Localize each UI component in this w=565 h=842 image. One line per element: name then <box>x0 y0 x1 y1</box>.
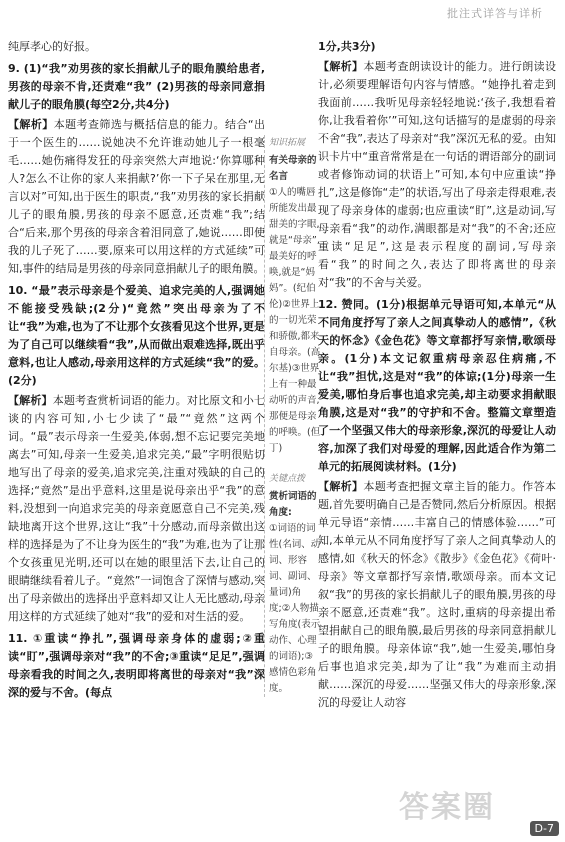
question-12 <box>318 296 556 476</box>
watermark-logo: 答案圈 <box>399 790 495 825</box>
knowledge-box-title: 知识拓展 <box>269 138 306 148</box>
q12-analysis-text: 本题考查把握文章主旨的能力。作答本题,首先要明确自己是否赞同,然后分析原因。根据单元导语“亲情……丰富自己的情感体验……”可知,本单元从不同角度抒写了亲人之间真挚动人的感情,如《秋天的怀念》《散步》《金色花》《荷叶·母亲》等文章都抒写亲情,歌颂母亲。而本文记叙“我”的男孩的家长捐献儿子的眼角膜,男孩的母亲不愿意,还责难“我”。这时,重病的母亲提出希望捐献自己的眼角膜,最后男孩的母亲同意捐献儿子的眼角膜。母亲体谅“我”,她一生爱美,哪怕身后事也追求完美,却为了让“我”为难而主动捐献……深沉的母爱……坚强又伟大的母亲形象,深沉的母爱让人动容 <box>318 480 557 709</box>
key-tip-text: ①词语的词性(名词、动词、形容词、副词、量词)角度;②人物描写角度(表示动作、心理的词语);③感情色彩角度。 <box>269 523 321 694</box>
knowledge-box <box>264 135 321 457</box>
q12-analysis-tag: 【解析】 <box>318 480 364 493</box>
page-header <box>0 0 565 20</box>
key-tip-title: 关键点拨 <box>269 474 306 484</box>
q12-answer: 赞同。(1分)根据单元导语可知,本单元“从不同角度抒写了亲人之间真挚动人的感情”,《秋天的怀念》《金色花》等文章都抒写亲情,歌颂母亲。(1分)本文记叙重病母亲忍住病痛,不让“我”担忧,这是对“我”的体谅;(1分)母亲一生爱美,哪怕身后事也追求完美,却主动要求捐献眼角膜,这是对“我”的守护和不舍。整篇文章塑造了一个坚强又伟大的母亲形象,深沉的母爱让人动容,加深了我们对母爱的理解,因此适合作为第二单元的拓展阅读材料。(1分) <box>318 298 556 473</box>
q11-analysis-tag: 【解析】 <box>318 60 364 73</box>
q10-answer: “最”表示母亲是个爱美、追求完美的人,强调她不能接受残缺;(2分)“竟然”突出母亲为了不让“我”为难,也为了不让那个女孩看见这个世界,更是为了自己可以继续看“我”,从而做出艰难选择,既出乎意料,也让人感动,母亲用这样的方式延续“我”的爱。(2分) <box>8 284 266 387</box>
q9-analysis-text: 本题考查筛选与概括信息的能力。结合“出于一个医生的……说她决不允许谁动她儿子一根毫毛……她伤痛得发狂的母亲突然大声地说:‘你算哪种人?怎么不让你的家人来捐献?’你一下子呆在那里,无言以对”可知,出于医生的职责,“我”劝男孩的家长捐献儿子的眼角膜,男孩的母亲不愿意,还责难“我”;结合“后来,那个男孩的母亲含着泪同意了,她说……即使我的儿子死了……要,原来可以用这样的方式延续”可知,事件的结局是男孩的母亲同意捐献儿子的眼角膜。 <box>8 118 266 275</box>
left-column <box>8 38 265 702</box>
sidebar-notes <box>264 135 321 711</box>
q11-number: 11. <box>8 632 28 645</box>
q10-number: 10. <box>8 284 28 297</box>
right-column <box>318 38 556 712</box>
page-number: D-7 <box>530 821 559 836</box>
q12-number: 12. <box>318 298 338 311</box>
q11-answer: ①重读“挣扎”,强调母亲身体的虚弱;②重读“盯”,强调母亲对“我”的不舍;③重读“足足”,强调母亲看我的时间之久,表明即将离世的母亲对“我”深深的爱与不舍。(每点 <box>8 632 265 699</box>
question-11 <box>8 630 265 702</box>
q10-analysis-text: 本题考查赏析词语的能力。对比原文和小七谈的内容可知,小七少读了“最”“竟然”这两个词。“最”表示母亲一生爱美,体弱,想不忘记要完美地离去”可知,母亲一生爱美,追求完美,“最”字明很贴切地写出了母亲的爱美,追求完美,注重对残缺的自己的选择;“竟然”是出乎意料,这里是说母亲出乎“我”的意料,没想到一向追求完美的母亲竟愿意自己不完美,残缺地离开这个世界,这让“我”十分感动,而母亲做出这样的选择是为了不让身为医生的“我”为难,也为了让那个女孩重见光明,还可以在她的眼里活下去,让自己的眼睛继续看着儿子。“竟然”一词饱含了深情与感动,突出了母亲做出的选择出乎意料却又让人无比感动,母亲用这样的方式延续了她对“我”的爱和对生活的爱。 <box>8 394 266 623</box>
q9-number: 9. <box>8 62 20 75</box>
knowledge-box-subtitle: 有关母亲的名言 <box>269 155 317 182</box>
knowledge-box-text: ①人的嘴唇所能发出最甜美的字眼,就是“母亲”,最美好的呼唤,就是“妈妈”。(纪伯伦)②世界上的一切光荣和骄傲,都来自母亲。(高尔基)③世界上有一种最动听的声音,那便是母亲的呼唤。(但丁) <box>269 187 321 454</box>
q10-analysis-tag: 【解析】 <box>8 394 53 407</box>
q11-analysis-text: 本题考查朗读设计的能力。进行朗读设计,必须要理解语句内容与情感。“她挣扎着走到我面前……我听见母亲轻轻地说:‘孩子,我想看着你,让我看着你’”可知,这句话描写的是虚弱的母亲不舍“我”,表达了母亲对“我”深沉无私的爱。由知识卡片中“重音常常是在一句话的谓语部分的副词或者修饰动词的状语上”可知,本句中应重读“挣扎”,这是修饰“走”的状语,写出了母亲走得艰难,表现了母亲身体的虚弱;也应重读“盯”,这是动词,写母亲看“我”的动作,满眼都是对“我”的不舍;还应重读“足足”,这是表示程度的副词,写母亲看“我”的时间之久,表达了即将离世的母亲对“我”的不舍与关爱。 <box>318 60 557 289</box>
header-title: 批注式详答与详析 <box>447 7 543 20</box>
q9-answer: (1)“我”劝男孩的家长捐献儿子的眼角膜给患者,男孩的母亲不肯,还责难“我” (2)男孩的母亲同意捐献儿子的眼角膜(每空2分,共4分) <box>8 62 265 111</box>
q9-analysis <box>8 116 265 278</box>
q11-analysis <box>318 58 556 292</box>
question-9 <box>8 60 265 114</box>
key-tip-subtitle: 赏析词语的角度: <box>269 491 317 518</box>
key-tip-box <box>264 471 321 697</box>
q9-analysis-tag: 【解析】 <box>8 118 54 131</box>
question-10 <box>8 282 265 390</box>
intro-line: 纯厚孝心的好报。 <box>8 40 96 53</box>
q11-score-end: 1分,共3分) <box>318 40 376 53</box>
q10-analysis <box>8 392 265 626</box>
q12-analysis <box>318 478 556 712</box>
